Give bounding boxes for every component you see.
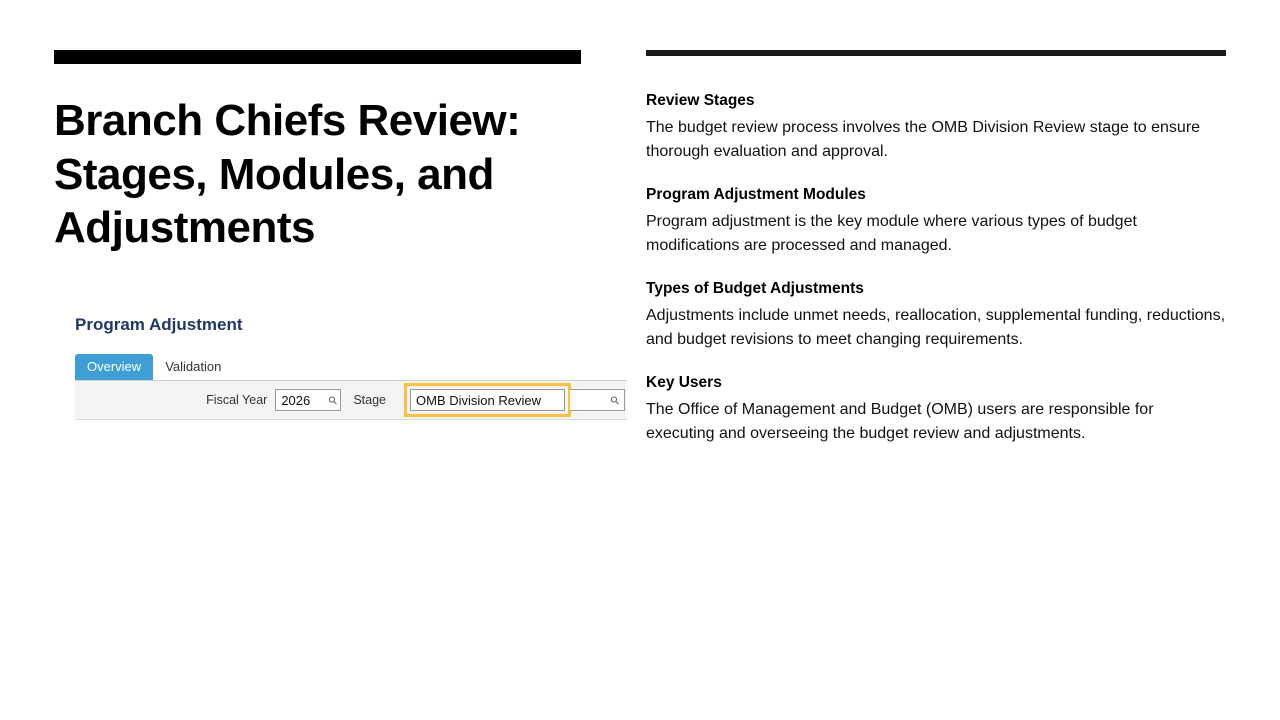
title-rule: [54, 50, 581, 64]
tab-validation[interactable]: Validation: [165, 359, 222, 374]
bullet-body: Adjustments include unmet needs, reallocation, supplemental funding, reductions, and budget revisions to meet changing requirements.: [646, 307, 1226, 348]
bullet-heading: Review Stages: [646, 92, 755, 109]
bullet-heading: Types of Budget Adjustments: [646, 280, 864, 297]
fiscal-year-value: 2026: [281, 392, 311, 408]
bullet-body: The budget review process involves the OMB Division Review stage to ensure thorough evaluation and approval.: [646, 119, 1201, 160]
content-rule: [646, 50, 1226, 56]
bullet-list: [646, 92, 1226, 446]
stage-value: OMB Division Review: [416, 392, 541, 408]
list-item: [646, 186, 1226, 258]
bullet-heading: Program Adjustment Modules: [646, 186, 866, 203]
stage-highlight: [404, 383, 571, 417]
list-item: [646, 280, 1226, 352]
stage-lookup-button[interactable]: [570, 389, 625, 411]
list-item: [646, 92, 1226, 164]
bullet-body: Program adjustment is the key module where various types of budget modifications are processed and managed.: [646, 213, 1137, 254]
screenshot-toolbar: [75, 381, 627, 420]
bullet-body: The Office of Management and Budget (OMB) users are responsible for executing and overseeing the budget review and adjustments.: [646, 401, 1154, 442]
left-column: [54, 50, 614, 255]
right-column: [646, 50, 1226, 468]
fiscal-year-label: Fiscal Year: [206, 393, 268, 407]
page-title: Branch Chiefs Review: Stages, Modules, and Adjustments: [54, 96, 521, 253]
stage-label: Stage: [353, 393, 386, 407]
program-adjustment-screenshot: [75, 315, 627, 420]
stage-input[interactable]: [410, 389, 565, 411]
magnifier-icon[interactable]: ⚲: [326, 393, 341, 408]
bullet-heading: Key Users: [646, 374, 722, 391]
tab-overview[interactable]: Overview: [75, 354, 153, 380]
fiscal-year-input[interactable]: [275, 389, 341, 411]
list-item: [646, 374, 1226, 446]
screenshot-tabbar: [75, 353, 627, 381]
screenshot-heading: Program Adjustment: [75, 315, 243, 334]
magnifier-icon[interactable]: ⚲: [608, 393, 623, 408]
